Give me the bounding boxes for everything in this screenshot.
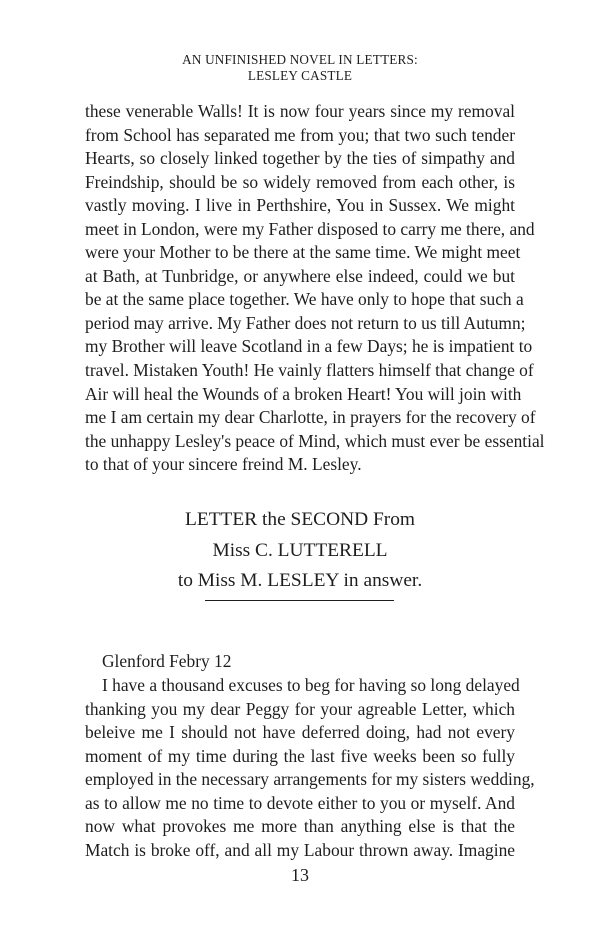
running-head bbox=[0, 52, 600, 84]
text-line: were your Mother to be there at the same time. We might meet bbox=[85, 242, 521, 263]
letter-heading-line: to Miss M. LESLEY in answer. bbox=[177, 570, 423, 591]
text-line: Freindship, should be so widely removed from each other, is bbox=[85, 171, 515, 192]
text-line: Match is broke off, and all my Labour thrown away. Imagine bbox=[85, 839, 515, 860]
dateline: Glenford Febry 12 bbox=[102, 651, 232, 671]
text-line: employed in the necessary arrangements for my sisters wedding, bbox=[85, 769, 535, 790]
text-line: meet in London, were my Father disposed to carry me there, and bbox=[85, 218, 535, 239]
letter-heading-line: LETTER the SECOND From bbox=[185, 509, 415, 530]
text-line: be at the same place together. We have only to hope that such a bbox=[85, 289, 524, 310]
running-head-title: AN UNFINISHED NOVEL IN LETTERS: bbox=[182, 52, 418, 67]
text-line: at Bath, at Tunbridge, or anywhere else indeed, could we but bbox=[85, 265, 515, 286]
text-line: beleive me I should not have deferred doing, had not every bbox=[85, 722, 515, 743]
text-line: from School has separated me from you; that two such tender bbox=[85, 124, 515, 145]
text-line: to that of your sincere freind M. Lesley. bbox=[85, 454, 362, 475]
heading-divider bbox=[205, 600, 394, 601]
text-line: period may arrive. My Father does not return to us till Autumn; bbox=[85, 312, 526, 333]
dateline-block bbox=[85, 650, 515, 674]
text-line: my Brother will leave Scotland in a few Days; he is impatient to bbox=[85, 336, 533, 357]
text-line: moment of my time during the last five weeks been so fully bbox=[85, 745, 515, 766]
text-line: Air will heal the Wounds of a broken Heart! You will join with bbox=[85, 383, 522, 404]
text-line: I have a thousand excuses to beg for having so long delayed bbox=[102, 675, 520, 695]
text-line: thanking you my dear Peggy for your agreable Letter, which bbox=[85, 698, 515, 719]
text-line: me I am certain my dear Charlotte, in prayers for the recovery of bbox=[85, 407, 536, 428]
text-line: Hearts, so closely linked together by the ties of simpathy and bbox=[85, 148, 515, 169]
text-line: the unhappy Lesley's peace of Mind, which must ever be essential bbox=[85, 430, 545, 451]
letter-heading-line: Miss C. LUTTERELL bbox=[212, 539, 388, 561]
letter-heading bbox=[0, 505, 600, 597]
page-number: 13 bbox=[291, 865, 309, 885]
letter-one-closing-paragraph bbox=[85, 100, 545, 477]
text-line: as to allow me no time to devote either to you or myself. And bbox=[85, 792, 515, 813]
letter-two-paragraph bbox=[85, 674, 535, 862]
text-line: vastly moving. I live in Perthshire, You in Sussex. We might bbox=[85, 195, 515, 216]
text-line: travel. Mistaken Youth! He vainly flatters himself that change of bbox=[85, 360, 534, 381]
text-line: now what provokes me more than anything else is that the bbox=[85, 816, 515, 837]
running-head-subtitle: LESLEY CASTLE bbox=[247, 68, 353, 83]
text-line: these venerable Walls! It is now four years since my removal bbox=[85, 101, 515, 121]
